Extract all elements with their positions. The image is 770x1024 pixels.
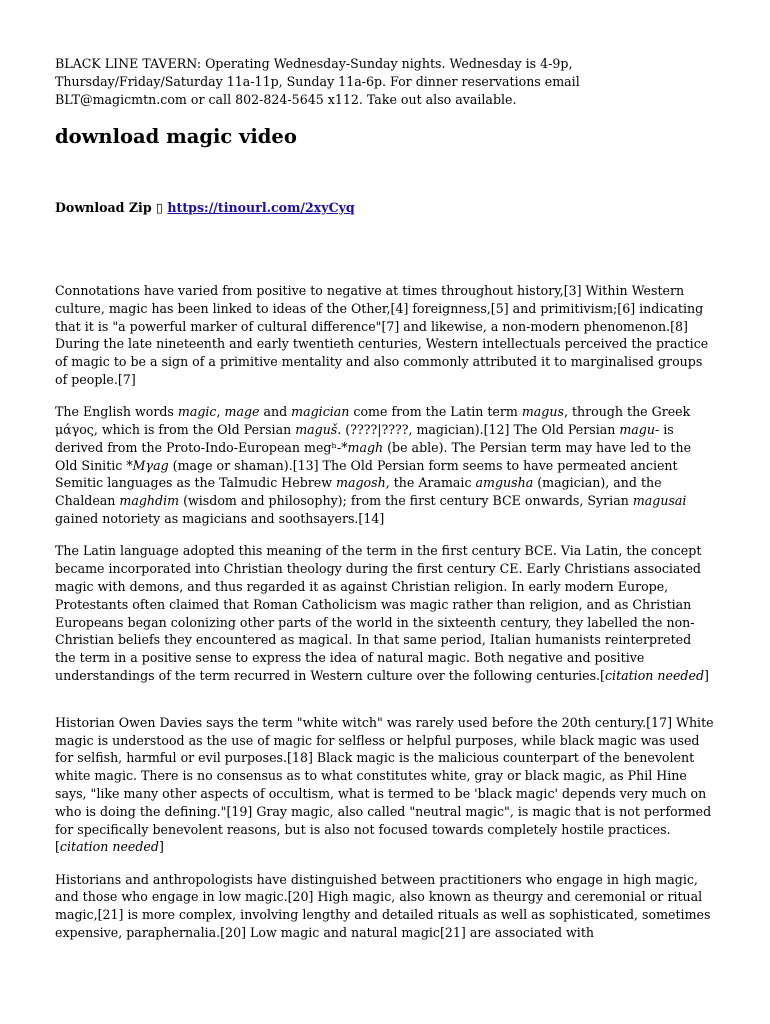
citation-needed: citation needed bbox=[604, 667, 705, 683]
paragraph-white-magic: Historian Owen Davies says the term "white witch" was rarely used before the 20th century.[17] White magic is understood as the use of magic for selfless or helpful purposes, while black magic was used for selfish, harmful or evil purposes.[18] Black magic is the malicious counterpart of the benevolent white magic. There is no consensus as to what constitutes white, gray or black magic, as Phil Hine says, "like many other aspects of occultism, what is termed to be 'black magic' depends very much on who is doing the defining."[19] Gray magic, also called "neutral magic", is magic that is not performed for specifically benevolent reasons, but is also not focused towards completely hostile practices.[citation needed] bbox=[55, 714, 714, 855]
citation-needed: citation needed bbox=[59, 839, 159, 855]
paragraph-etymology: The English words magic, mage and magician come from the Latin term magus, through the Greek μάγος, which is from the Old Persian maguš. (????|????, magician).[12] The Old Persian magu- is derived from the Proto-Indo-European megʰ-*magh (be able). The Persian term may have led to the Old Sinitic *Mγag (mage or shaman).[13] The Old Persian form seems to have permeated ancient Semitic languages as the Talmudic Hebrew magosh, the Aramaic amgusha (magician), and the Chaldean maghdim (wisdom and philosophy); from the first century BCE onwards, Syrian magusai gained notoriety as magicians and soothsayers.[14] bbox=[55, 404, 692, 527]
article-body bbox=[55, 282, 715, 956]
tavern-notice: BLACK LINE TAVERN: Operating Wednesday-Sunday nights. Wednesday is 4-9p, Thursday/Friday/Saturday 11a-11p, Sunday 11a-6p. For dinner reservations email BLT@magicmtn.com or call 802-824-5645 x112. Take out also available. bbox=[55, 56, 580, 107]
box-icon: ▯ bbox=[156, 200, 163, 215]
paragraph-connotations: Connotations have varied from positive to negative at times throughout history,[3] Within Western culture, magic has been linked to ideas of the Other,[4] foreignness,[5] and primitivism;[6] indicating that it is "a powerful marker of cultural difference"[7] and likewise, a non-modern phenomenon.[8] During the late nineteenth and early twentieth centuries, Western intellectuals perceived the practice of magic to be a sign of a primitive mentality and also commonly attributed it to marginalised groups of people.[7] bbox=[55, 283, 709, 387]
paragraph-high-low-magic: Historians and anthropologists have distinguished between practitioners who engage in high magic, and those who engage in low magic.[20] High magic, also known as theurgy and ceremonial or ritual magic,[21] is more complex, involving lengthy and detailed rituals as well as sophisticated, sometimes expensive, paraphernalia.[20] Low magic and natural magic[21] are associated with bbox=[55, 871, 711, 940]
download-label: Download Zip bbox=[55, 200, 152, 215]
page-title: download magic video bbox=[55, 125, 297, 148]
paragraph-latin: The Latin language adopted this meaning of the term in the first century BCE. Via Latin, the concept became incorporated into Christian theology during the first century CE. Early Christians associated magic with demons, and thus regarded it as against Christian religion. In early modern Europe, Protestants often claimed that Roman Catholicism was magic rather than religion, and as Christian Europeans began colonizing other parts of the world in the sixteenth century, they labelled the non-Christian beliefs they encountered as magical. In that same period, Italian humanists reinterpreted the term in a positive sense to express the idea of natural magic. Both negative and positive understandings of the term recurred in Western culture over the following centuries.[citation needed] bbox=[55, 543, 709, 683]
download-link[interactable]: https://tinourl.com/2xyCyq bbox=[167, 200, 355, 215]
download-line bbox=[55, 199, 355, 217]
